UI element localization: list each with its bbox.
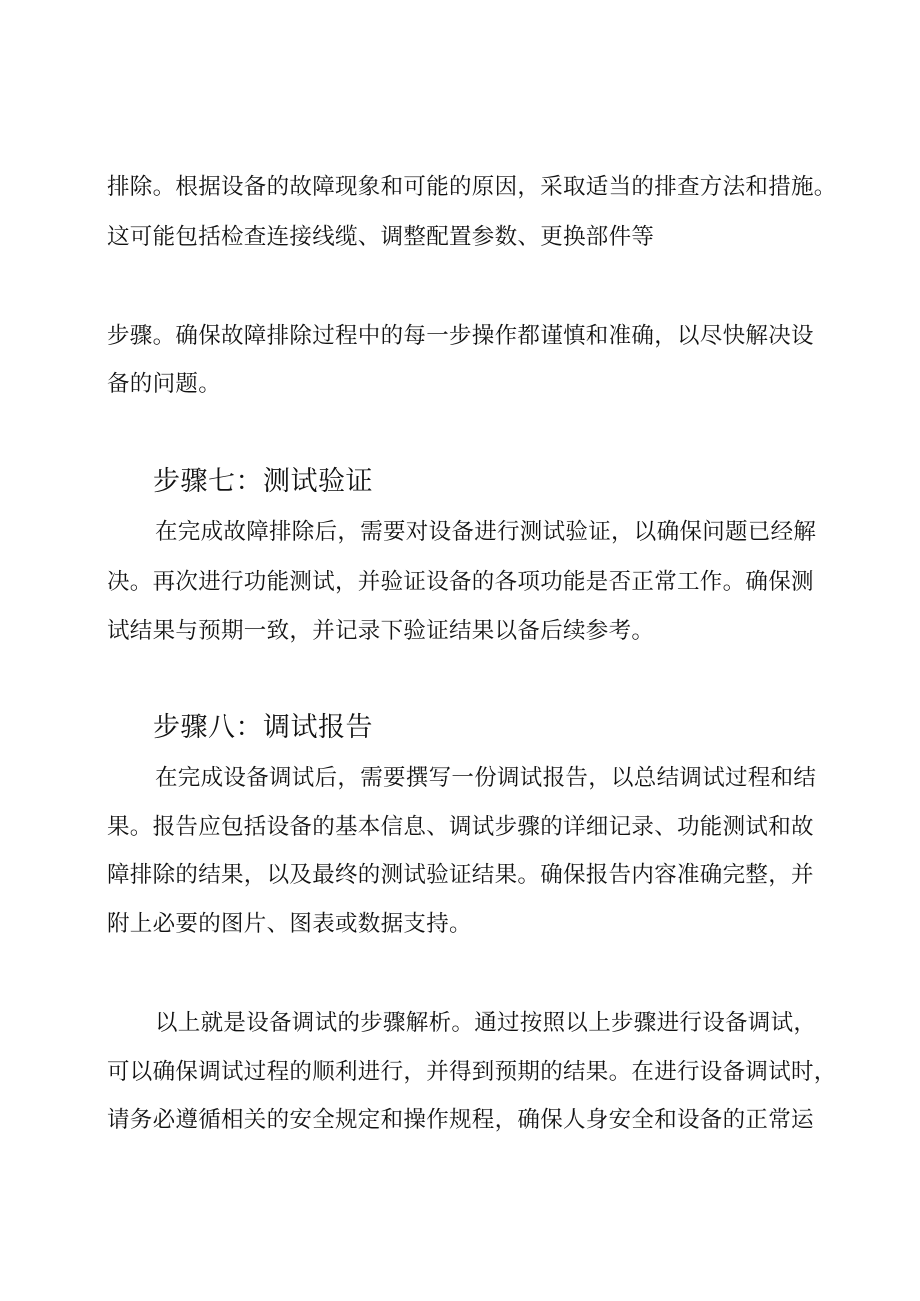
paragraph-line: 备的问题。: [107, 371, 222, 397]
paragraph-line: 这可能包括检查连接线缆、调整配置参数、更换部件等: [107, 224, 655, 250]
paragraph-line: 请务必遵循相关的安全规定和操作规程，确保人身安全和设备的正常运: [107, 1107, 814, 1133]
paragraph-line: 步骤。确保故障排除过程中的每一步操作都谨慎和准确，以尽快解决设: [107, 323, 814, 349]
paragraph-line: 以上就是设备调试的步骤解析。通过按照以上步骤进行设备调试，: [155, 1010, 817, 1036]
paragraph-line: 在完成故障排除后，需要对设备进行测试验证，以确保问题已经解: [155, 519, 817, 545]
paragraph-line: 可以确保调试过程的顺利进行，并得到预期的结果。在进行设备调试时，: [107, 1059, 837, 1085]
paragraph-line: 决。再次进行功能测试，并验证设备的各项功能是否正常工作。确保测: [107, 569, 814, 595]
paragraph-line: 附上必要的图片、图表或数据支持。: [107, 911, 472, 937]
paragraph-line: 果。报告应包括设备的基本信息、调试步骤的详细记录、功能测试和故: [107, 814, 814, 840]
step8-heading: 步骤八：调试报告: [153, 712, 373, 743]
paragraph-line: 试结果与预期一致，并记录下验证结果以备后续参考。: [107, 618, 655, 644]
step7-heading: 步骤七：测试验证: [153, 466, 373, 497]
paragraph-line: 在完成设备调试后，需要撰写一份调试报告，以总结调试过程和结: [155, 765, 817, 791]
paragraph-line: 障排除的结果，以及最终的测试验证结果。确保报告内容准确完整，并: [107, 862, 814, 888]
paragraph-line: 排除。根据设备的故障现象和可能的原因，采取适当的排查方法和措施。: [107, 174, 837, 200]
